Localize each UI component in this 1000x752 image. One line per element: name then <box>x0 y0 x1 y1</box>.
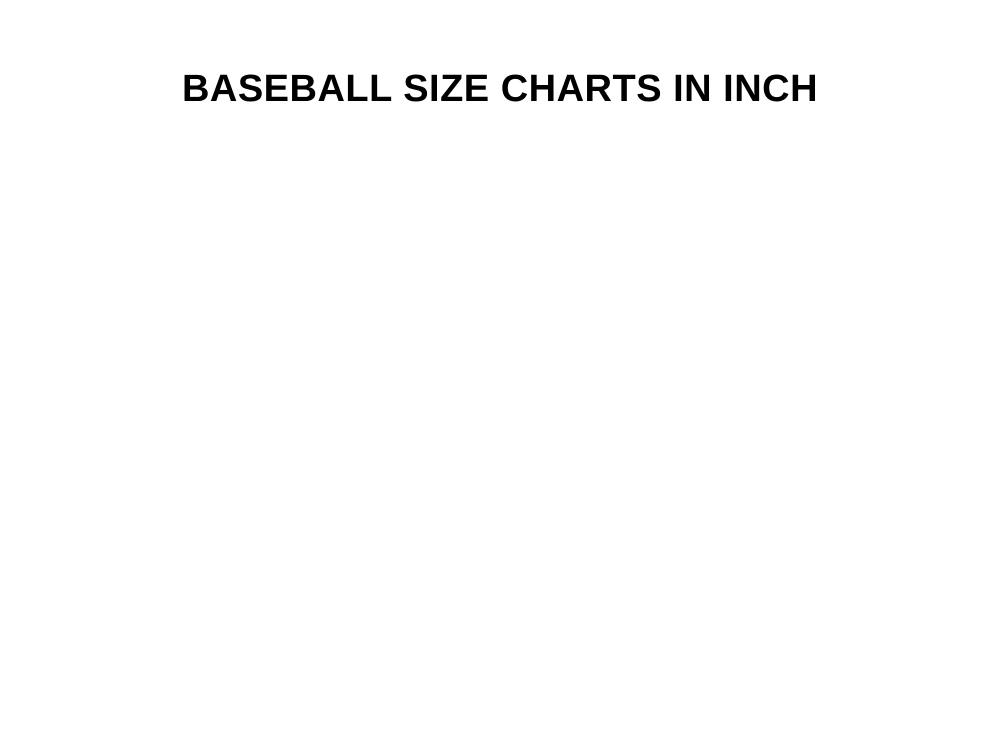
page-title: BASEBALL SIZE CHARTS IN INCH <box>181 68 819 110</box>
